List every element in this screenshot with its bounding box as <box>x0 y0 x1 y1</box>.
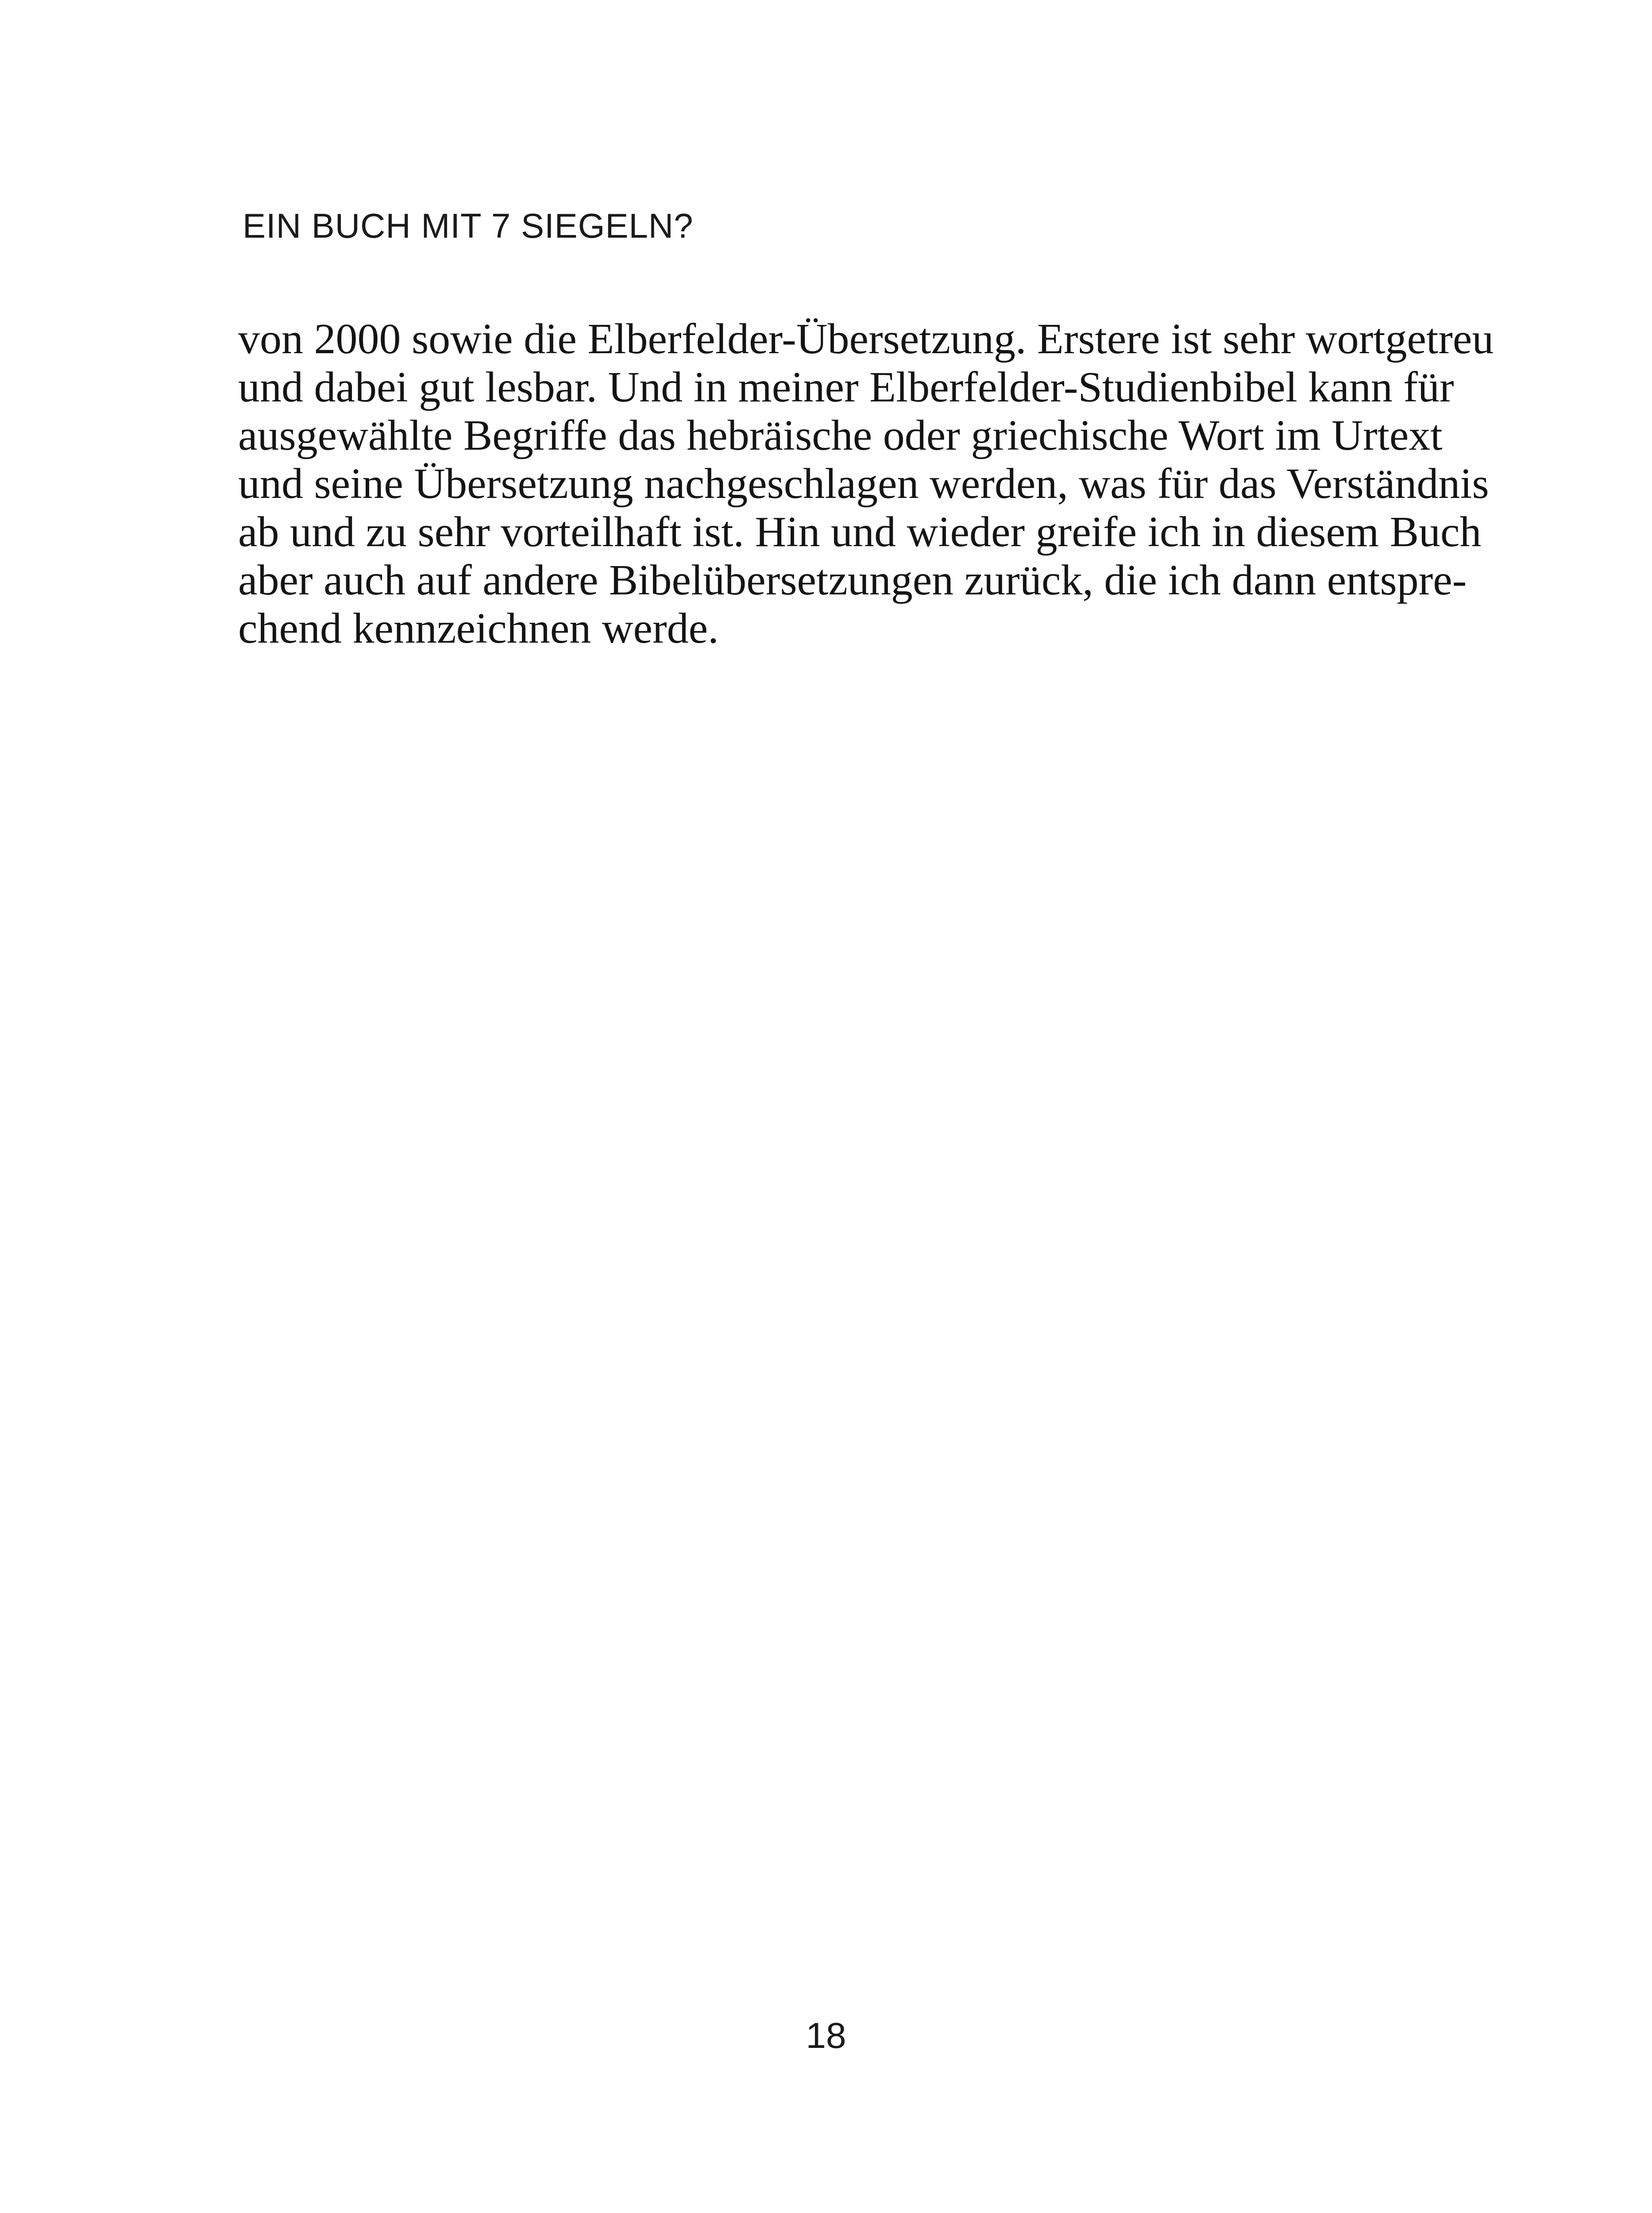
paragraph-line: chend kennzeichnen werde. <box>238 605 719 652</box>
paragraph-line: und seine Übersetzung nachgeschlagen werden, was für das Verständnis <box>238 460 1489 508</box>
paragraph-line: ab und zu sehr vorteilhaft ist. Hin und wieder greife ich in diesem Buch <box>238 508 1482 556</box>
running-header: EIN BUCH MIT 7 SIEGELN? <box>243 206 694 245</box>
paragraph-line: von 2000 sowie die Elberfelder-Übersetzung. Erstere ist sehr wortgetreu <box>238 315 1494 363</box>
page-number: 18 <box>806 2016 846 2056</box>
paragraph-line: ausgewählte Begriffe das hebräische oder griechische Wort im Urtext <box>238 412 1443 459</box>
paragraph-line: und dabei gut lesbar. Und in meiner Elberfelder-Studienbibel kann für <box>238 363 1454 411</box>
paragraph-line: aber auch auf andere Bibelübersetzungen zurück, die ich dann entspre- <box>238 556 1467 604</box>
body-paragraph <box>238 315 1494 653</box>
